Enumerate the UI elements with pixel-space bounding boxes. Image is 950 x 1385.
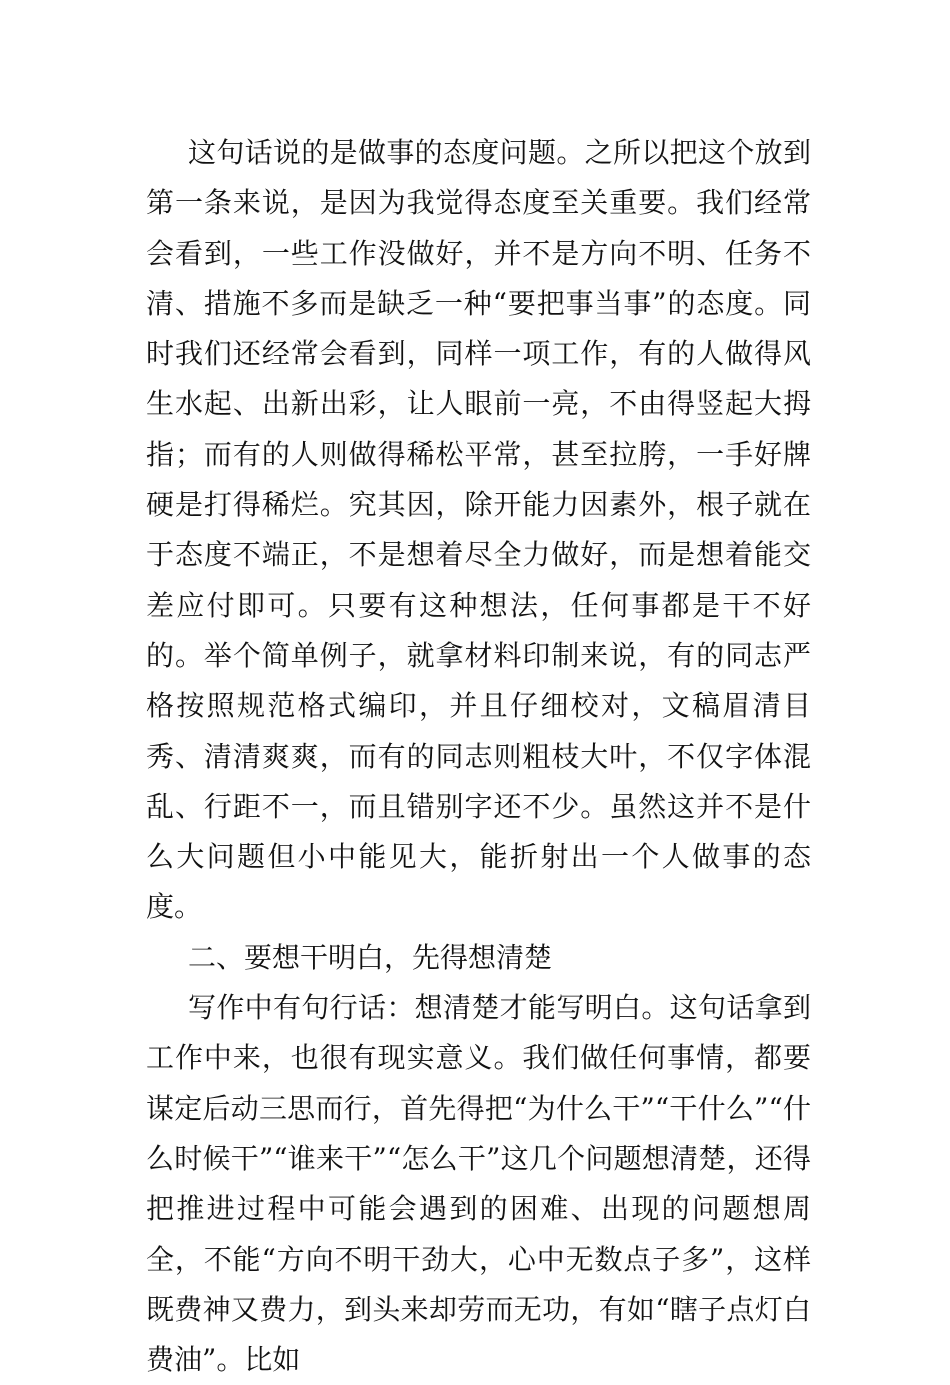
body-paragraph-1: 这句话说的是做事的态度问题。之所以把这个放到第一条来说，是因为我觉得态度至关重要。我们经常会看到，一些工作没做好，并不是方向不明、任务不清、措施不多而是缺乏一种“要把事当事”的态度。同时我们还经常会看到，同样一项工作，有的人做得风生水起、出新出彩，让人眼前一亮，不由得竖起大拇指；而有的人则做得稀松平常，甚至拉胯，一手好牌硬是打得稀烂。究其因，除开能力因素外，根子就在于态度不端正，不是想着尽全力做好，而是想着能交差应付即可。只要有这种想法，任何事都是干不好的。举个简单例子，就拿材料印制来说，有的同志严格按照规范格式编印，并且仔细校对，文稿眉清目秀、清清爽爽，而有的同志则粗枝大叶，不仅字体混乱、行距不一，而且错别字还不少。虽然这并不是什么大问题但小中能见大，能折射出一个人做事的态度。 (146, 136, 811, 924)
body-paragraph-2: 写作中有句行话：想清楚才能写明白。这句话拿到工作中来，也很有现实意义。我们做任何事情，都要谋定后动三思而行，首先得把“为什么干”“干什么”“什么时候干”“谁来干”“怎么干”这几个问题想清楚，还得把推进过程中可能会遇到的困难、出现的问题想周全，不能“方向不明干劲大，心中无数点子多”，这样既费神又费力，到头来却劳而无功，有如“瞎子点灯白费油”。比如 (146, 991, 811, 1377)
document-body (146, 128, 811, 1385)
section-heading: 二、要想干明白，先得想清楚 (188, 940, 553, 974)
